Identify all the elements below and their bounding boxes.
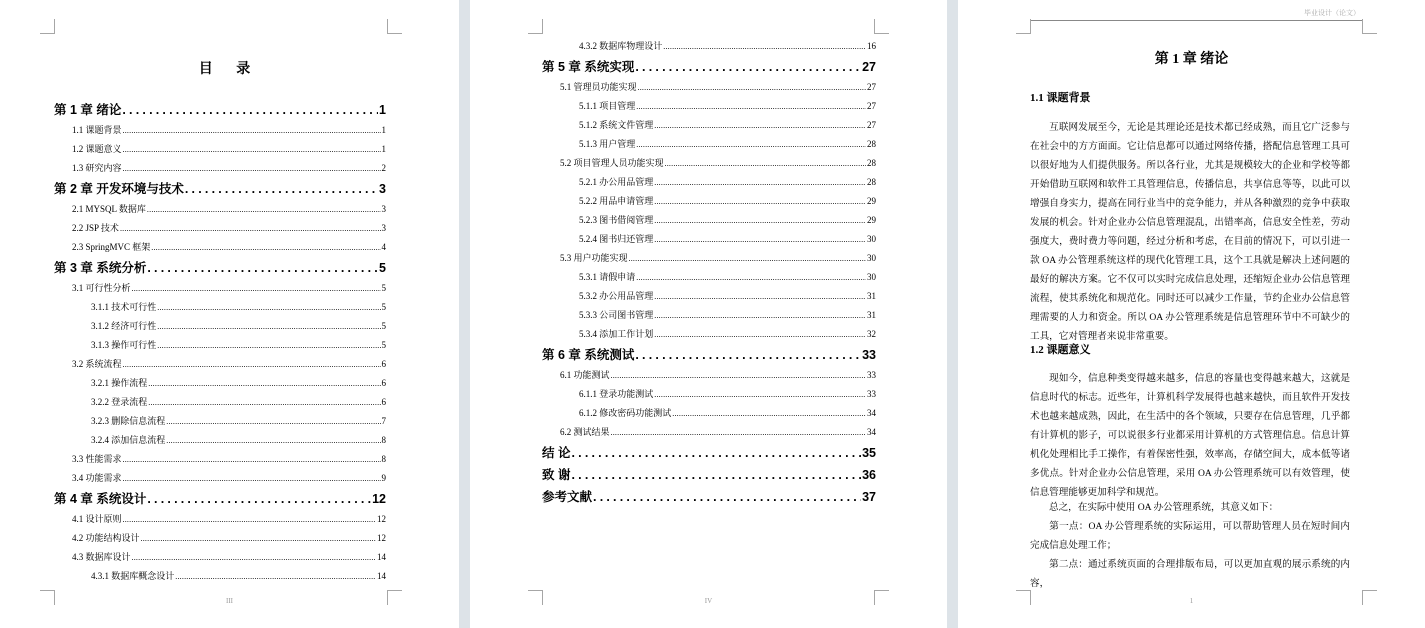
toc-entry-page: 8 xyxy=(381,454,386,464)
toc-entry[interactable] xyxy=(54,135,386,154)
toc-leader-dots xyxy=(672,410,866,418)
toc-entry-page: 12 xyxy=(377,533,386,543)
toc-entry-page: 28 xyxy=(867,158,876,168)
toc-leader-dots xyxy=(185,183,378,196)
toc-entry[interactable] xyxy=(542,263,876,282)
toc-leader-dots xyxy=(123,456,381,464)
toc-entry[interactable] xyxy=(542,149,876,168)
toc-entry-label: 结 论 xyxy=(542,445,571,460)
toc-entry-page: 34 xyxy=(867,427,876,437)
toc-entry[interactable] xyxy=(54,214,386,233)
toc-entry-label: 4.1 设计原则 xyxy=(72,514,122,524)
toc-entry-label: 第 1 章 绪论 xyxy=(54,102,122,117)
toc-entry[interactable] xyxy=(54,562,386,581)
toc-entry-page: 16 xyxy=(867,41,876,51)
toc-entry-label: 3.1.3 操作可行性 xyxy=(91,340,157,350)
paragraph-point-two xyxy=(1030,555,1350,593)
toc-entry-label: 2.3 SpringMVC 框架 xyxy=(72,242,151,252)
toc-leader-dots xyxy=(175,573,376,581)
toc-entry-page: 5 xyxy=(379,260,386,275)
toc-entry-label: 1.3 研究内容 xyxy=(72,163,122,173)
toc-entry-label: 6.1.1 登录功能测试 xyxy=(579,389,654,399)
table-of-contents-continued xyxy=(542,32,876,503)
toc-entry-label: 3.2 系统流程 xyxy=(72,359,122,369)
toc-entry[interactable] xyxy=(542,380,876,399)
toc-leader-dots xyxy=(123,146,381,154)
toc-entry-page: 5 xyxy=(381,321,386,331)
toc-entry[interactable] xyxy=(542,301,876,320)
toc-leader-dots xyxy=(665,160,866,168)
toc-leader-dots xyxy=(123,127,381,135)
toc-leader-dots xyxy=(654,198,866,206)
toc-entry-page: 27 xyxy=(867,120,876,130)
toc-entry-label: 第 2 章 开发环境与技术 xyxy=(54,181,184,196)
toc-entry-label: 6.1.2 修改密码功能测试 xyxy=(579,408,672,418)
toc-leader-dots xyxy=(636,274,866,282)
toc-leader-dots xyxy=(635,61,861,74)
toc-leader-dots xyxy=(157,323,380,331)
toc-entry-label: 3.3 性能需求 xyxy=(72,454,122,464)
toc-entry-label: 5.1 管理员功能实现 xyxy=(560,82,637,92)
toc-entry[interactable] xyxy=(542,320,876,339)
toc-leader-dots xyxy=(654,293,866,301)
toc-entry[interactable] xyxy=(54,293,386,312)
toc-entry-label: 3.4 功能需求 xyxy=(72,473,122,483)
toc-entry-page: 33 xyxy=(867,389,876,399)
crop-mark-top-right xyxy=(874,19,889,34)
toc-entry-label: 5.1.3 用户管理 xyxy=(579,139,636,149)
toc-entry[interactable] xyxy=(54,524,386,543)
toc-entry-label: 第 6 章 系统测试 xyxy=(542,347,635,362)
toc-entry-page: 31 xyxy=(867,291,876,301)
toc-leader-dots xyxy=(123,475,381,483)
toc-entry[interactable] xyxy=(542,418,876,437)
toc-entry-page: 27 xyxy=(867,101,876,111)
toc-entry-page: 35 xyxy=(862,445,876,460)
toc-entry-label: 5.2.3 图书借阅管理 xyxy=(579,215,654,225)
paragraph-significance xyxy=(1030,369,1350,502)
toc-entry[interactable] xyxy=(542,32,876,51)
document-page-iv xyxy=(470,0,947,628)
toc-entry-label: 3.1.2 经济可行性 xyxy=(91,321,157,331)
toc-entry[interactable] xyxy=(54,331,386,350)
toc-leader-dots xyxy=(148,399,380,407)
toc-entry-label: 5.2 项目管理人员功能实现 xyxy=(560,158,664,168)
toc-entry-label: 第 4 章 系统设计 xyxy=(54,491,147,506)
toc-entry-label: 致 谢 xyxy=(542,467,571,482)
toc-leader-dots xyxy=(593,491,861,504)
page-number: IV xyxy=(704,597,713,605)
toc-leader-dots xyxy=(132,554,376,562)
toc-entry-label: 6.1 功能测试 xyxy=(560,370,610,380)
toc-entry[interactable] xyxy=(54,369,386,388)
toc-leader-dots xyxy=(654,122,866,130)
table-of-contents xyxy=(54,94,386,581)
paragraph-summary xyxy=(1030,498,1350,517)
toc-leader-dots xyxy=(611,429,866,437)
crop-mark-top-left xyxy=(40,19,55,34)
toc-leader-dots xyxy=(122,104,378,117)
toc-entry-label: 3.1 可行性分析 xyxy=(72,283,131,293)
toc-leader-dots xyxy=(147,262,378,275)
toc-entry-page: 14 xyxy=(377,571,386,581)
toc-entry[interactable] xyxy=(54,274,386,293)
toc-entry-label: 4.3.2 数据库物理设计 xyxy=(579,41,663,51)
toc-entry-page: 29 xyxy=(867,215,876,225)
toc-leader-dots xyxy=(654,217,866,225)
toc-entry-label: 5.1.2 系统文件管理 xyxy=(579,120,654,130)
toc-entry-page: 8 xyxy=(381,435,386,445)
toc-entry-page: 14 xyxy=(377,552,386,562)
toc-leader-dots xyxy=(157,342,380,350)
toc-entry-page: 27 xyxy=(862,59,876,74)
toc-entry[interactable] xyxy=(54,426,386,445)
toc-entry[interactable] xyxy=(542,206,876,225)
crop-mark-top-left xyxy=(528,19,543,34)
toc-entry[interactable] xyxy=(54,116,386,135)
toc-entry-page: 3 xyxy=(381,223,386,233)
crop-mark-top-right xyxy=(1362,19,1377,34)
toc-entry-page: 5 xyxy=(381,302,386,312)
toc-entry-label: 3.2.3 删除信息流程 xyxy=(91,416,166,426)
toc-entry-label: 4.3.1 数据库概念设计 xyxy=(91,571,175,581)
toc-entry[interactable] xyxy=(54,195,386,214)
toc-leader-dots xyxy=(166,437,380,445)
toc-entry[interactable] xyxy=(54,505,386,524)
toc-leader-dots xyxy=(638,84,866,92)
toc-entry-page: 1 xyxy=(381,144,386,154)
page-number: III xyxy=(226,597,233,605)
toc-entry-page: 33 xyxy=(867,370,876,380)
toc-leader-dots xyxy=(148,380,380,388)
toc-leader-dots xyxy=(123,516,376,524)
paragraph-background xyxy=(1030,118,1350,346)
paragraph-text: 现如今，信息种类变得越来越多，信息的容量也变得越来越大，这就是信息时代的标志。近些年，计算机科学发展得也越来越快，而且软件开发技术也越来越成熟，因此，在生活中的各个领域，只要存在信息管理，几乎都有计算机的影子，可以说很多行业都采用计算机的方式管理信息。信息计算机化处理相比手工操作，有着保密性强，效率高，存储空间大，成本低等诸多优点。针对企业办公信息管理，采用 OA 办公管理系统可以有效管理，使信息管理能够更加科学和规范。 xyxy=(1030,373,1350,498)
toc-entry-page: 32 xyxy=(867,329,876,339)
toc-title: 目 录 xyxy=(198,62,261,77)
toc-entry-page: 5 xyxy=(381,340,386,350)
toc-leader-dots xyxy=(141,535,376,543)
toc-entry-page: 6 xyxy=(381,359,386,369)
toc-entry-label: 5.2.2 用品申请管理 xyxy=(579,196,654,206)
toc-leader-dots xyxy=(157,304,380,312)
toc-entry-page: 5 xyxy=(381,283,386,293)
toc-entry[interactable] xyxy=(542,111,876,130)
toc-leader-dots xyxy=(654,179,866,187)
toc-entry-page: 7 xyxy=(381,416,386,426)
toc-entry-label: 5.3 用户功能实现 xyxy=(560,253,628,263)
section-title-background: 1.1 课题背景 xyxy=(1030,92,1091,104)
toc-entry-label: 1.1 课题背景 xyxy=(72,125,122,135)
toc-entry[interactable] xyxy=(54,464,386,483)
toc-entry-page: 37 xyxy=(862,489,876,504)
toc-leader-dots xyxy=(654,391,866,399)
toc-entry-label: 第 3 章 系统分析 xyxy=(54,260,147,275)
paragraph-text: 总之，在实际中使用 OA 办公管理系统，其意义如下： xyxy=(1049,502,1279,513)
paragraph-point-one xyxy=(1030,517,1350,555)
toc-entry-label: 4.3 数据库设计 xyxy=(72,552,131,562)
toc-entry[interactable] xyxy=(54,407,386,426)
toc-entry-label: 5.2.4 图书归还管理 xyxy=(579,234,654,244)
toc-entry-page: 33 xyxy=(862,347,876,362)
toc-leader-dots xyxy=(636,141,866,149)
toc-leader-dots xyxy=(571,469,861,482)
toc-entry-page: 34 xyxy=(867,408,876,418)
toc-leader-dots xyxy=(654,331,866,339)
toc-entry-page: 28 xyxy=(867,177,876,187)
crop-mark-top-right xyxy=(387,19,402,34)
toc-entry[interactable] xyxy=(542,244,876,263)
toc-entry-page: 6 xyxy=(381,378,386,388)
toc-entry-label: 第 5 章 系统实现 xyxy=(542,59,635,74)
toc-entry-page: 28 xyxy=(867,139,876,149)
toc-chapter-entry[interactable] xyxy=(54,94,386,116)
toc-entry-label: 3.2.1 操作流程 xyxy=(91,378,148,388)
toc-leader-dots xyxy=(654,312,866,320)
toc-leader-dots xyxy=(120,225,381,233)
toc-leader-dots xyxy=(147,493,371,506)
toc-entry[interactable] xyxy=(542,92,876,111)
toc-entry-page: 12 xyxy=(377,514,386,524)
toc-leader-dots xyxy=(571,447,861,460)
toc-entry-label: 5.2.1 办公用品管理 xyxy=(579,177,654,187)
toc-chapter-entry[interactable] xyxy=(54,252,386,274)
header-text: 毕业设计（论文） xyxy=(1304,9,1360,17)
paragraph-text: 第一点：OA 办公管理系统的实际运用，可以帮助管理人员在短时间内完成信息处理工作； xyxy=(1030,521,1350,551)
toc-entry[interactable] xyxy=(54,312,386,331)
toc-entry[interactable] xyxy=(542,361,876,380)
section-title-significance: 1.2 课题意义 xyxy=(1030,344,1091,356)
toc-entry-page: 30 xyxy=(867,234,876,244)
toc-leader-dots xyxy=(636,103,866,111)
toc-leader-dots xyxy=(654,236,866,244)
toc-entry-label: 5.3.4 添加工作计划 xyxy=(579,329,654,339)
toc-leader-dots xyxy=(635,349,861,362)
toc-entry-label: 5.3.2 办公用品管理 xyxy=(579,291,654,301)
page-number: 1 xyxy=(1189,597,1194,605)
toc-chapter-entry[interactable] xyxy=(542,51,876,73)
toc-entry[interactable] xyxy=(54,350,386,369)
toc-entry-page: 31 xyxy=(867,310,876,320)
toc-leader-dots xyxy=(132,285,381,293)
toc-entry-label: 5.3.1 请假申请 xyxy=(579,272,636,282)
toc-entry[interactable] xyxy=(54,543,386,562)
toc-entry-page: 6 xyxy=(381,397,386,407)
toc-leader-dots xyxy=(166,418,380,426)
toc-leader-dots xyxy=(611,372,866,380)
toc-entry[interactable] xyxy=(54,154,386,173)
toc-leader-dots xyxy=(147,206,381,214)
toc-entry[interactable] xyxy=(542,130,876,149)
toc-leader-dots xyxy=(629,255,866,263)
toc-entry-page: 29 xyxy=(867,196,876,206)
toc-leader-dots xyxy=(123,165,381,173)
toc-entry-label: 5.3.3 公司图书管理 xyxy=(579,310,654,320)
toc-leader-dots xyxy=(123,361,381,369)
toc-chapter-entry[interactable] xyxy=(542,481,876,503)
toc-entry[interactable] xyxy=(542,73,876,92)
document-page-iii xyxy=(0,0,459,628)
toc-leader-dots xyxy=(151,244,380,252)
toc-entry-page: 3 xyxy=(379,181,386,196)
toc-entry-page: 1 xyxy=(379,102,386,117)
crop-mark-top-left xyxy=(1016,19,1031,34)
toc-entry[interactable] xyxy=(54,388,386,407)
toc-entry[interactable] xyxy=(54,445,386,464)
toc-entry-label: 5.1.1 项目管理 xyxy=(579,101,636,111)
toc-entry-page: 30 xyxy=(867,272,876,282)
toc-entry-label: 2.1 MYSQL 数据库 xyxy=(72,204,146,214)
toc-entry-label: 3.1.1 技术可行性 xyxy=(91,302,157,312)
toc-entry-page: 1 xyxy=(381,125,386,135)
chapter-title: 第 1 章 绪论 xyxy=(1154,52,1229,67)
toc-entry[interactable] xyxy=(54,233,386,252)
toc-chapter-entry[interactable] xyxy=(54,483,386,505)
toc-entry[interactable] xyxy=(542,225,876,244)
toc-entry-label: 3.2.4 添加信息流程 xyxy=(91,435,166,445)
paragraph-text: 互联网发展至今，无论是其理论还是技术都已经成熟，而且它广泛参与在社会中的方方面面。它让信息都可以通过网络传播，搭配信息管理工具可以很好地为人们提供服务。所以各行业，尤其是规模较大的企业和学校等都开始借助互联网和软件工具管理信息，传播信息，共享信息等等，以此可以增强自身实力，提高在同行业当中的竞争能力，并从各种激烈的竞争中获取发展的机会。针对企业办公信息管理混乱，出错率高，信息安全性差，劳动强度大，费时费力等问题，经过分析和考虑，在目前的情况下，可以引进一款 OA 办公管理系统这样的现代化管理工具，这个工具就是解决上述问题的最好的解决方案。它不仅可以实时完成信息处理，还缩短企业办公信息管理流程，使其系统化和规范化。同时还可以减少工作量，节约企业办公信息管理需要的人力和资金。所以 OA 办公管理系统是信息管理环节中不可缺少的工具，它对管理者来说非常重要。 xyxy=(1030,122,1350,342)
page-header xyxy=(1030,0,1362,21)
toc-entry-label: 4.2 功能结构设计 xyxy=(72,533,140,543)
toc-chapter-entry[interactable] xyxy=(54,173,386,195)
toc-entry[interactable] xyxy=(542,168,876,187)
document-page-1 xyxy=(958,0,1425,628)
toc-entry[interactable] xyxy=(542,399,876,418)
toc-entry-page: 9 xyxy=(381,473,386,483)
toc-entry-page: 30 xyxy=(867,253,876,263)
toc-entry[interactable] xyxy=(542,187,876,206)
toc-entry-label: 1.2 课题意义 xyxy=(72,144,122,154)
toc-entry-page: 3 xyxy=(381,204,386,214)
paragraph-text: 第二点：通过系统页面的合理排版布局，可以更加直观的展示系统的内容， xyxy=(1030,559,1350,589)
toc-chapter-entry[interactable] xyxy=(542,339,876,361)
toc-entry-page: 4 xyxy=(381,242,386,252)
toc-entry[interactable] xyxy=(542,282,876,301)
toc-entry-page: 36 xyxy=(862,467,876,482)
toc-entry-page: 12 xyxy=(372,491,386,506)
toc-entry-page: 27 xyxy=(867,82,876,92)
toc-chapter-entry[interactable] xyxy=(542,459,876,481)
toc-entry-label: 3.2.2 登录流程 xyxy=(91,397,148,407)
toc-entry-label: 6.2 测试结果 xyxy=(560,427,610,437)
toc-entry-page: 2 xyxy=(381,163,386,173)
toc-entry-label: 2.2 JSP 技术 xyxy=(72,223,119,233)
toc-entry-label: 参考文献 xyxy=(542,489,593,504)
toc-chapter-entry[interactable] xyxy=(542,437,876,459)
toc-leader-dots xyxy=(663,43,866,51)
